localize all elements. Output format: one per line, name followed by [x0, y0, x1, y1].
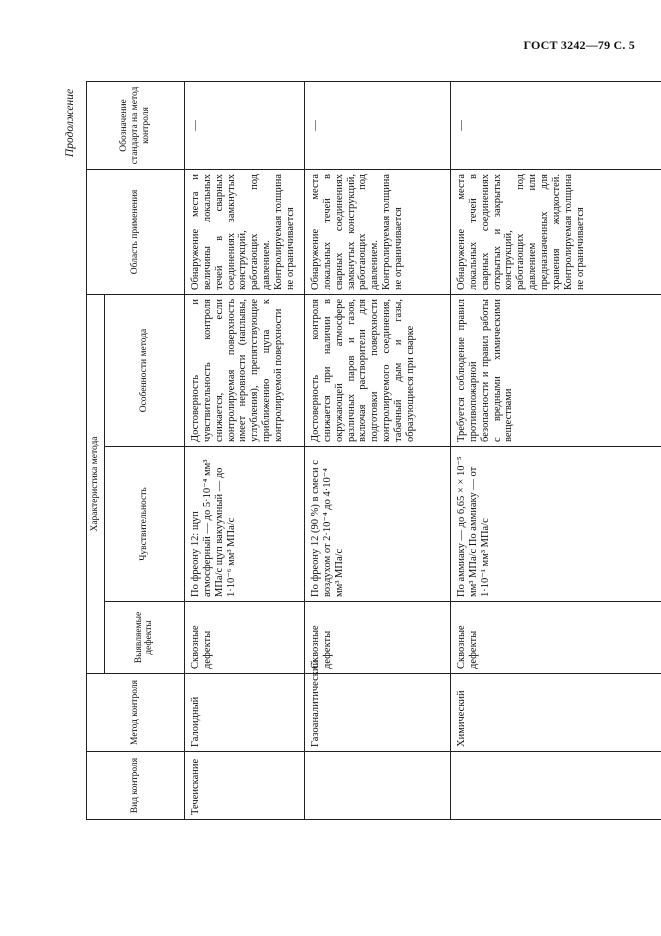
- continuation-label: [60, 88, 80, 158]
- continuation-text: Продолжение: [64, 88, 76, 158]
- cell-defects: Сквозные дефекты: [304, 602, 450, 674]
- cell-defects: Сквозные дефекты: [184, 602, 304, 674]
- cell-type: [304, 752, 450, 820]
- cell-standard: —: [304, 82, 450, 170]
- cell-application: Обнаружение места локальных течей в сварных соединениях открытых и закрытых конструкций, работающих под давлением или предназначенных для хранения жидкостей. Контролируемая толщина не ограничивается: [450, 170, 661, 295]
- cell-standard: —: [184, 82, 304, 170]
- table-row: [450, 82, 661, 820]
- cell-application: Обнаружение места локальных течей в сварных соединениях замкнутых конструкций, работающих под давлением. Контролируемая толщина не ограничивается: [304, 170, 450, 295]
- cell-features: Достоверность и чувствительность контроля снижается, если контролируемая поверхность имеет неровности (наплывы, углубления), препятствующие приближению щупа к контролируемой поверхности: [184, 295, 304, 447]
- cell-method: Галоидный: [184, 674, 304, 752]
- table-row: [184, 82, 304, 820]
- methods-table: [86, 81, 661, 820]
- cell-standard: —: [450, 82, 661, 170]
- page-header: ГОСТ 3242—79 С. 5: [523, 38, 635, 52]
- cell-features: Требуется соблюдение правил противопожарной безопасности и правил работы с вредными химическими веществами: [450, 295, 661, 447]
- table-container: [86, 82, 648, 820]
- header-sensitivity: Чувствительность: [104, 447, 184, 602]
- header-type: Вид контроля: [87, 752, 185, 820]
- cell-type: [450, 752, 661, 820]
- header-row-1: [87, 82, 105, 820]
- cell-sensitivity: По аммиаку — до 6,65 × × 10⁻⁵ мм³ МПа/с По аммиаку — от 1·10⁻¹ мм³ МПа/с: [450, 447, 661, 602]
- cell-method: Газоаналитический: [304, 674, 450, 752]
- cell-features: Достоверность контроля снижается при наличии в окружающей атмосфере различных паров и газов, включая растворители для подготовки поверхности контролируемого соединения, табачный дым и газы, образующиеся при сварке: [304, 295, 450, 447]
- table-row: [304, 82, 450, 820]
- cell-sensitivity: По фреону 12 (90 %) в смеси с воздухом от 2·10⁻⁴ до 4·10⁻⁴ мм³ МПа/с: [304, 447, 450, 602]
- cell-sensitivity: По фреону 12: щуп атмосферный — до 5·10⁻⁴ мм³ МПа/с щуп вакуумный — до 1·10⁻⁶ мм³ МПа/с: [184, 447, 304, 602]
- header-features: Особенности метода: [104, 295, 184, 447]
- header-application: Область применения: [87, 170, 185, 295]
- cell-method: Химический: [450, 674, 661, 752]
- header-method: Метод контроля: [87, 674, 185, 752]
- cell-application: Обнаружение места и величины локальных течей в сварных соединениях замкнутых конструкций, работающих под давлением. Контролируемая толщина не ограничивается: [184, 170, 304, 295]
- header-defects: Выявляемые дефекты: [104, 602, 184, 674]
- header-characteristic: Характеристика метода: [87, 295, 105, 674]
- cell-defects: Сквозные дефекты: [450, 602, 661, 674]
- cell-type: Течеискание: [184, 752, 304, 820]
- header-standard: Обозначение стандарта на метод контроля: [87, 82, 185, 170]
